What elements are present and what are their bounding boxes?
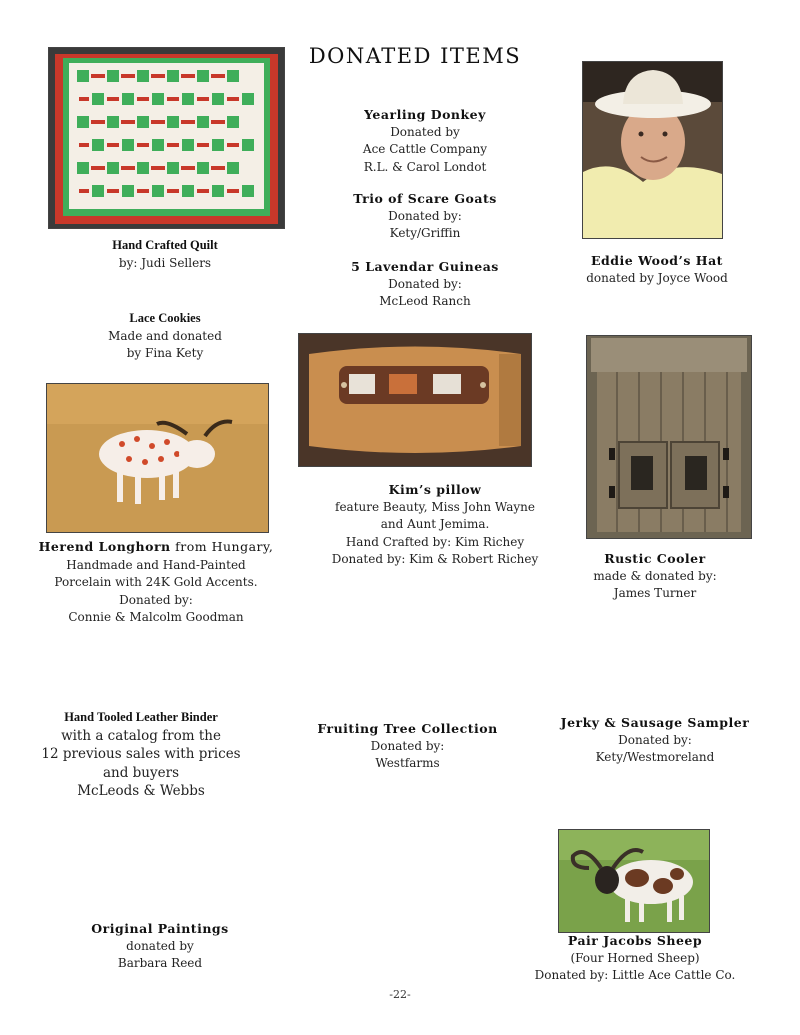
quilt-photo: [48, 47, 285, 229]
item-line: McLeods & Webbs: [77, 783, 205, 799]
item-title: Kim’s pillow: [388, 482, 482, 497]
item-eddie-hat: [562, 252, 752, 287]
item-line: Kety/Griffin: [389, 226, 461, 240]
item-herend-longhorn: [36, 538, 276, 627]
item-title: Jerky & Sausage Sampler: [560, 715, 750, 730]
item-title: Hand Crafted Quilt: [112, 238, 218, 252]
hat-photo: [582, 61, 723, 239]
item-line: Barbara Reed: [117, 956, 203, 970]
item-line: Westfarms: [375, 756, 440, 770]
item-line: Donated by:: [618, 732, 692, 747]
pillow-photo: [298, 333, 532, 467]
item-line: Donated by:: [388, 276, 462, 291]
item-fruiting-trees: [300, 720, 515, 773]
item-jerky-sampler: [555, 714, 755, 767]
item-line: Kety/Westmoreland: [595, 750, 715, 764]
item-line: and buyers: [102, 764, 179, 781]
item-line: (Four Horned Sheep): [570, 950, 700, 965]
longhorn-photo: [46, 383, 269, 533]
item-title: Yearling Donkey: [364, 107, 486, 122]
item-original-paintings: [70, 920, 250, 973]
item-title: Lace Cookies: [129, 311, 201, 325]
sheep-photo: [558, 829, 710, 933]
item-title: Trio of Scare Goats: [353, 191, 497, 206]
item-title: Rustic Cooler: [604, 551, 706, 566]
item-line: Donated by: Kim & Robert Richey: [331, 552, 539, 566]
item-jacobs-sheep: [530, 932, 740, 985]
item-line: James Turner: [613, 586, 697, 600]
item-line: with a catalog from the: [61, 727, 221, 744]
item-line: by: Judi Sellers: [118, 255, 212, 270]
item-title: Original Paintings: [91, 921, 229, 936]
item-title: Hand Tooled Leather Binder: [64, 710, 218, 724]
item-line: Donated by: Little Ace Cattle Co.: [534, 968, 736, 982]
item-lavendar-guineas: [325, 258, 525, 311]
item-line: made & donated by:: [593, 568, 717, 583]
item-line: and Aunt Jemima.: [380, 517, 490, 531]
page-number: -22-: [389, 988, 411, 1001]
item-line: Porcelain with 24K Gold Accents.: [54, 575, 258, 589]
item-scare-goats: [325, 190, 525, 243]
item-line: McLeod Ranch: [379, 294, 471, 308]
item-line: feature Beauty, Miss John Wayne: [335, 499, 535, 514]
item-kims-pillow: [310, 481, 560, 569]
item-rustic-cooler: [570, 550, 740, 603]
item-line: donated by: [126, 938, 194, 953]
item-leather-binder: [30, 708, 252, 801]
item-title: Fruiting Tree Collection: [317, 721, 498, 736]
item-title: 5 Lavendar Guineas: [351, 259, 499, 274]
item-yearling-donkey: [325, 106, 525, 176]
item-line: R.L. & Carol Londot: [363, 159, 487, 174]
item-line: Ace Cattle Company: [362, 142, 488, 156]
item-line: Donated by: [390, 124, 460, 139]
item-line: Handmade and Hand-Painted: [66, 557, 246, 572]
item-title-rest: from Hungary,: [170, 539, 274, 554]
item-title: Herend Longhorn: [38, 539, 171, 554]
item-line: Made and donated: [108, 328, 222, 343]
item-line: Hand Crafted by: Kim Richey: [345, 534, 525, 549]
item-title: Eddie Wood’s Hat: [591, 253, 723, 268]
page-title: DONATED ITEMS: [308, 44, 522, 68]
item-title: Pair Jacobs Sheep: [567, 933, 703, 948]
item-line: Donated by:: [370, 738, 445, 753]
item-quilt: [60, 237, 270, 272]
item-line: 12 previous sales with prices: [41, 746, 241, 762]
item-line: donated by Joyce Wood: [586, 270, 728, 285]
item-line: Connie & Malcolm Goodman: [68, 610, 244, 624]
item-line: Donated by:: [119, 592, 193, 607]
item-lace-cookies: [70, 310, 260, 363]
item-line: Donated by:: [388, 208, 462, 223]
item-line: by Fina Kety: [126, 346, 204, 360]
cooler-photo: [586, 335, 752, 539]
